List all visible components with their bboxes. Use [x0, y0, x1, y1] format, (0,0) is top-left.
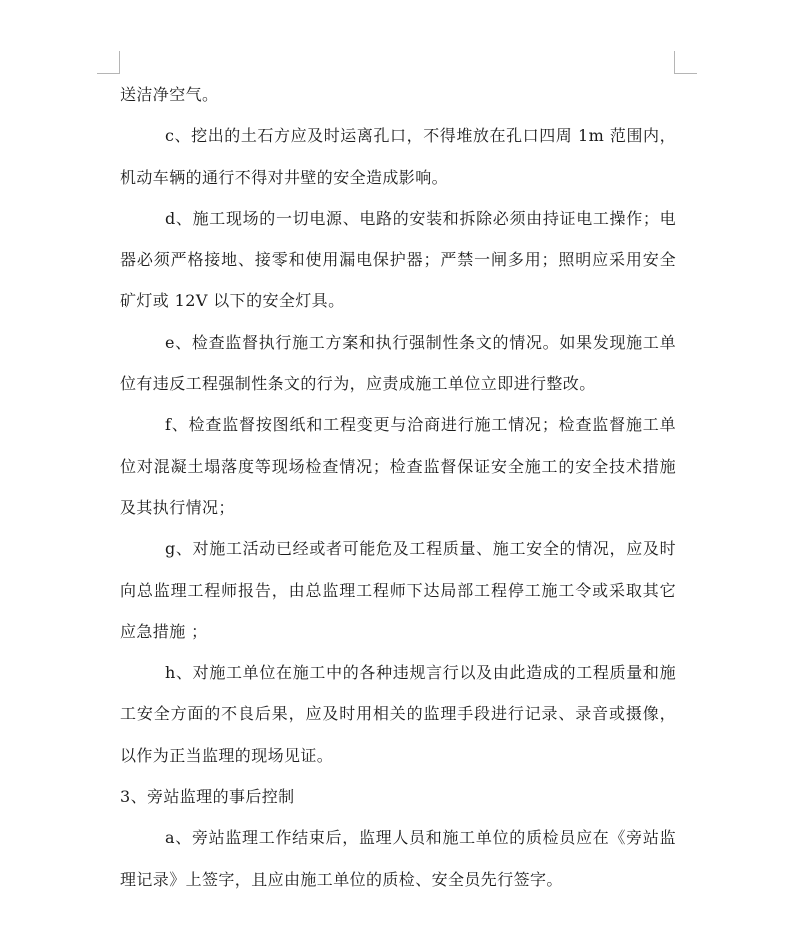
- paragraph-continuation: 送洁净空气。: [120, 85, 219, 104]
- paragraph-c-excavated-earth: c、挖出的土石方应及时运离孔口，不得堆放在孔口四周 1m 范围内，机动车辆的通行不得对井壁的安全造成影响。: [120, 126, 676, 187]
- top-right-crop-mark: [674, 51, 697, 74]
- paragraph-e-inspect-plan: e、检查监督执行施工方案和执行强制性条文的情况。如果发现施工单位有违反工程强制性条文的行为，应责成施工单位立即进行整改。: [120, 332, 676, 394]
- paragraph-d-electrical-safety: d、施工现场的一切电源、电路的安装和拆除必须由持证电工操作；电器必须严格接地、接零和使用漏电保护器；严禁一闸多用；照明应采用安全矿灯或 12V 以下的安全灯具。: [120, 208, 676, 311]
- paragraph-f-inspect-drawings: f、检查监督按图纸和工程变更与洽商进行施工情况；检查监督施工单位对混凝土塌落度等现场检查情况；检查监督保证安全施工的安全技术措施及其执行情况；: [120, 415, 676, 517]
- paragraph-a-sign-record: a、旁站监理工作结束后，监理人员和施工单位的质检员应在《旁站监理记录》上签字，且应由施工单位的质检、安全员先行签字。: [120, 828, 676, 889]
- section-heading-post-control: 3、旁站监理的事后控制: [120, 787, 295, 807]
- document-body: [120, 74, 676, 900]
- paragraph-g-report-hazards: g、对施工活动已经或者可能危及工程质量、施工安全的情况，应及时向总监理工程师报告，由总监理工程师下达局部工程停工施工令或采取其它应急措施 ；: [120, 539, 676, 641]
- top-left-crop-mark: [97, 51, 120, 74]
- paragraph-h-record-violations: h、对施工单位在施工中的各种违规言行以及由此造成的工程质量和施工安全方面的不良后果，应及时用相关的监理手段进行记录、录音或摄像，以作为正当监理的现场见证。: [120, 663, 676, 765]
